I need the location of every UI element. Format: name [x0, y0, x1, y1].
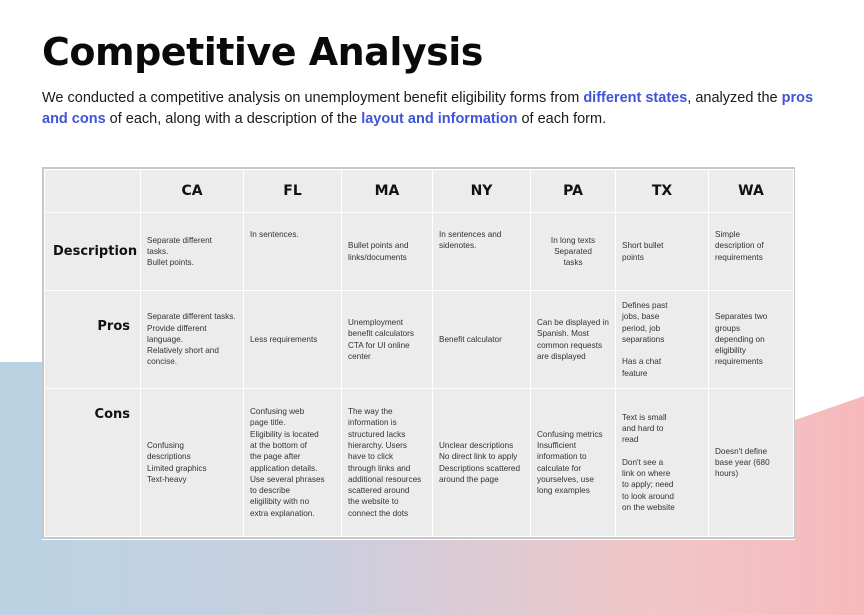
cell-line: Separate different tasks. [147, 312, 236, 322]
cell-line [622, 345, 702, 356]
cell-line: Bullet points. [147, 258, 194, 268]
cell-line: In long texts [550, 235, 596, 245]
cell-line: Limited graphics [147, 463, 207, 473]
cell-line: tasks [563, 258, 583, 268]
cell-line: Benefit calculator [439, 334, 502, 344]
cell-line: and hard to [622, 423, 664, 433]
cell-line: have to click [348, 452, 394, 462]
cell-line: Provide different [147, 323, 207, 333]
cell-line: to apply; need [622, 480, 674, 490]
cell-line: page title. [250, 418, 286, 428]
table-row-cons [45, 389, 794, 537]
cell-line: Doesn't define [715, 446, 768, 456]
header-corner-cell [45, 170, 141, 213]
cell-line: eligibility [715, 346, 746, 356]
cell-line: separations [622, 334, 665, 344]
table-cell [141, 291, 244, 389]
cell-line: information is [348, 418, 397, 428]
table-cell [433, 291, 531, 389]
table-row-description [45, 213, 794, 291]
table-cell [433, 389, 531, 537]
column-header-fl: FL [244, 170, 342, 213]
cell-line: Has a chat [622, 357, 662, 367]
table-cell [342, 213, 433, 291]
cell-line: around the page [439, 474, 499, 484]
cell-line: groups [715, 323, 741, 333]
cell-line: Text-heavy [147, 474, 187, 484]
cell-line: on the website [622, 503, 675, 513]
cell-line: to look around [622, 491, 674, 501]
table-cell [244, 389, 342, 537]
cell-line: requirements [715, 357, 763, 367]
cell-line: are displayed [537, 351, 586, 361]
column-header-ny: NY [433, 170, 531, 213]
cell-line: descriptions [147, 452, 191, 462]
column-header-ma: MA [342, 170, 433, 213]
row-label-description: Description [45, 213, 141, 291]
cell-line: at the bottom of [250, 440, 307, 450]
cell-line: base year (680 [715, 457, 770, 467]
intro-paragraph [42, 88, 822, 130]
cell-line: tasks. [147, 246, 169, 256]
cell-line: Defines past [622, 300, 668, 310]
cell-line: to describe [250, 486, 291, 496]
comparison-table [42, 167, 795, 539]
table-cell [141, 389, 244, 537]
column-header-tx: TX [616, 170, 709, 213]
table-cell [141, 213, 244, 291]
cell-line: connect the dots [348, 508, 409, 518]
table-cell [244, 213, 342, 291]
intro-text-4: of each form. [517, 111, 607, 127]
cell-line: Simple [715, 230, 741, 239]
cell-line: requirements [715, 252, 763, 262]
table-cell [531, 291, 616, 389]
cell-line: long examples [537, 486, 590, 496]
cell-line: Short bullet [622, 241, 664, 251]
table-cell [342, 389, 433, 537]
table-cell [433, 213, 531, 291]
intro-highlight-pros-cons: pros and cons [42, 90, 814, 127]
cell-line: The way the [348, 407, 393, 417]
cell-line: the website to [348, 497, 399, 507]
cell-line: through links and [348, 463, 411, 473]
cell-line: hierarchy. Users [348, 440, 407, 450]
cell-line: structured lacks [348, 429, 406, 439]
cell-line: description of [715, 241, 764, 251]
table-cell [531, 389, 616, 537]
cell-line: Text is small [622, 412, 667, 422]
cell-line: No direct link to apply [439, 452, 518, 462]
table-cell [709, 291, 794, 389]
cell-line: points [622, 252, 644, 262]
table-cell [531, 213, 616, 291]
intro-highlight-states: different states [583, 90, 688, 106]
cell-line: concise. [147, 357, 178, 367]
cell-line: Confusing [147, 440, 184, 450]
cell-line: application details. [250, 463, 318, 473]
cell-line: Bullet points and [348, 241, 409, 251]
cell-line: jobs, base [622, 312, 660, 322]
cell-line: Confusing web [250, 407, 305, 417]
cell-line: language. [147, 334, 183, 344]
cell-line [622, 446, 702, 457]
cell-line: Confusing metrics [537, 429, 603, 439]
cell-line: Spanish. Most [537, 329, 589, 339]
row-label-pros: Pros [45, 291, 141, 389]
cell-line: yourselves, use [537, 474, 594, 484]
cell-line: Use several phrases [250, 474, 325, 484]
intro-text-3: of each, along with a description of the [105, 111, 362, 127]
cell-line: links/documents [348, 252, 407, 262]
intro-text-2: , analyzed the [687, 90, 782, 106]
table-cell [616, 213, 709, 291]
cell-line: In sentences and [439, 230, 502, 239]
cell-line: Separates two [715, 312, 768, 322]
table-cell [244, 291, 342, 389]
cell-line: the page after [250, 452, 301, 462]
cell-line: CTA for UI online [348, 340, 410, 350]
cell-line: period, job [622, 323, 661, 333]
cell-line: extra explanation. [250, 508, 315, 518]
column-header-pa: PA [531, 170, 616, 213]
cell-line: Eligibility is located [250, 429, 319, 439]
cell-line: sidenotes. [439, 241, 477, 251]
row-label-cons: Cons [45, 389, 141, 537]
intro-text-1: We conducted a competitive analysis on unemployment benefit eligibility forms from [42, 90, 584, 106]
cell-line: Don't see a [622, 457, 664, 467]
cell-line: read [622, 435, 639, 445]
cell-line: link on where [622, 469, 671, 479]
page-title: Competitive Analysis [42, 30, 483, 74]
cell-line: Unclear descriptions [439, 440, 514, 450]
table-cell [709, 389, 794, 537]
cell-line: hours) [715, 469, 739, 479]
cell-line: Insufficient [537, 440, 576, 450]
cell-line: scattered around [348, 486, 410, 496]
column-header-ca: CA [141, 170, 244, 213]
cell-line: center [348, 351, 371, 361]
cell-line: depending on [715, 334, 765, 344]
cell-line: Descriptions scattered [439, 463, 520, 473]
cell-line: additional resources [348, 474, 422, 484]
cell-line: common requests [537, 340, 603, 350]
table-header-row [45, 170, 794, 213]
cell-line: Separated [554, 246, 592, 256]
table-cell [616, 389, 709, 537]
cell-line: feature [622, 368, 648, 378]
cell-line: information to [537, 452, 587, 462]
column-header-wa: WA [709, 170, 794, 213]
cell-line: Unemployment [348, 317, 404, 327]
cell-line: In sentences. [250, 230, 299, 239]
intro-highlight-layout: layout and information [361, 111, 518, 127]
cell-line: benefit calculators [348, 329, 414, 339]
cell-line: eligilibity with no [250, 497, 310, 507]
cell-line: Less requirements [250, 334, 318, 344]
table-cell [342, 291, 433, 389]
cell-line: calculate for [537, 463, 582, 473]
table-cell [709, 213, 794, 291]
cell-line: Can be displayed in [537, 317, 609, 327]
table-row-pros [45, 291, 794, 389]
table-cell [616, 291, 709, 389]
cell-line: Separate different [147, 235, 212, 245]
cell-line: Relatively short and [147, 346, 219, 356]
